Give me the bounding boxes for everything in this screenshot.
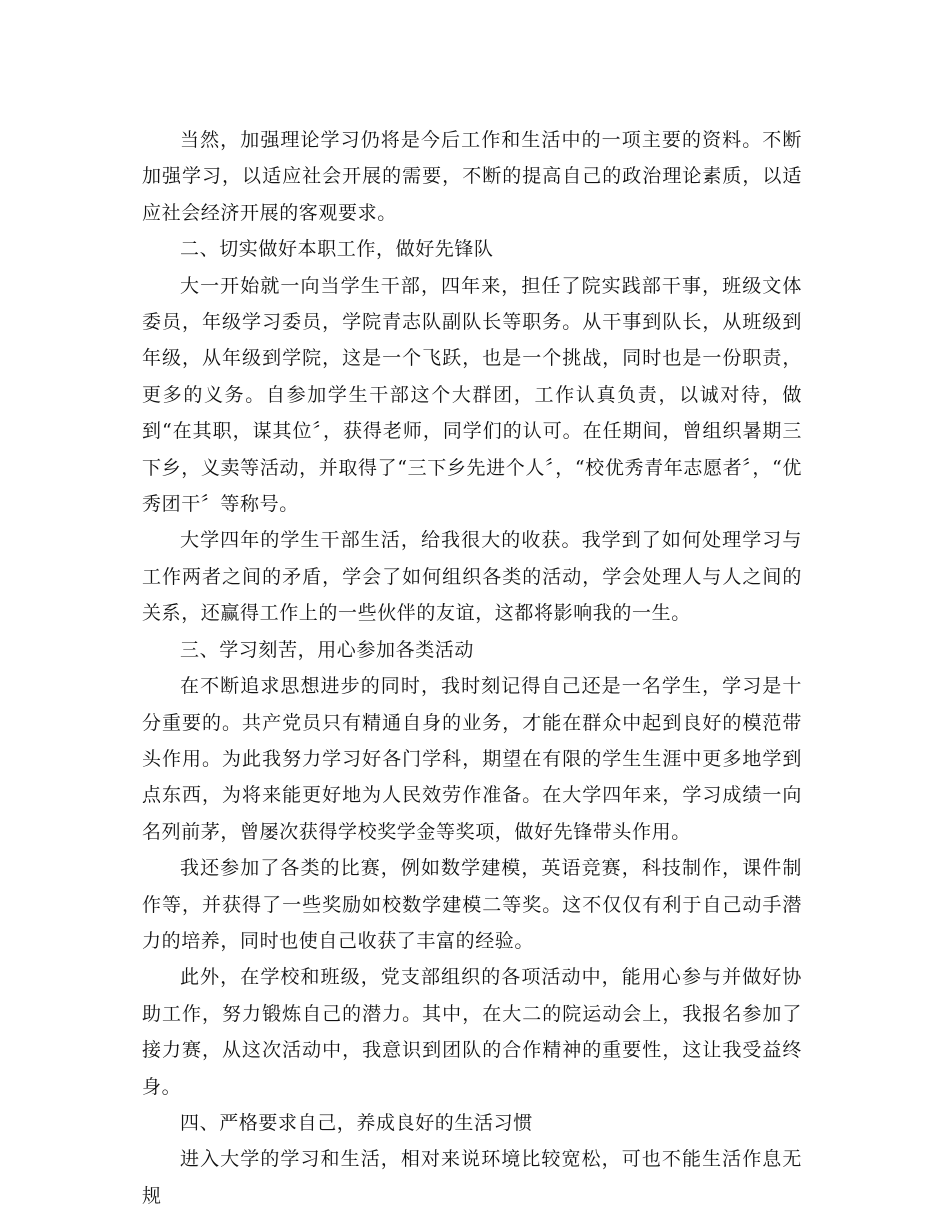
paragraph-student-cadre: 大一开始就一向当学生干部，四年来，担任了院实践部干事，班级文体委员，年级学习委员，学院青志队副队长等职务。从干事到队长，从班级到年级，从年级到学院，这是一个飞跃，也是一个挑战，同时也是一份职责，更多的义务。自参加学生干部这个大群团，工作认真负责，以诚对待，做到“在其职，谋其位〞，获得老师，同学们的认可。在任期间，曾组织暑期三下乡，义卖等活动，并取得了“三下乡先进个人〞，“校优秀青年志愿者〞，“优秀团干〞等称号。 (142, 274, 802, 516)
paragraph-study-hard: 在不断追求思想进步的同时，我时刻记得自己还是一名学生，学习是十分重要的。共产党员只有精通自身的业务，才能在群众中起到良好的模范带头作用。为此我努力学习好各门学科，期望在有限的学生生涯中更多地学到点东西，为将来能更好地为人民效劳作准备。在大学四年来，学习成绩一向名列前茅，曾屡次获得学校奖学金等奖项，做好先锋带头作用。 (142, 675, 802, 843)
paragraph-cadre-harvest: 大学四年的学生干部生活，给我很大的收获。我学到了如何处理学习与工作两者之间的矛盾，学会了如何组织各类的活动，学会处理人与人之间的关系，还赢得工作上的一些伙伴的友谊，这都将影响我的一生。 (142, 529, 802, 625)
paragraph-university-life: 进入大学的学习和生活，相对来说环境比较宽松，可也不能生活作息无规 (142, 1148, 802, 1207)
section-heading-2: 二、切实做好本职工作，做好先锋队 (180, 238, 494, 261)
paragraph-competitions: 我还参加了各类的比赛，例如数学建模，英语竞赛，科技制作，课件制作等，并获得了一些奖励如校数学建模二等奖。这不仅仅有利于自己动手潜力的培养，同时也使自己收获了丰富的经验。 (142, 857, 802, 952)
paragraph-activities: 此外，在学校和班级，党支部组织的各项活动中，能用心参与并做好协助工作，努力锻炼自己的潜力。其中，在大二的院运动会上，我报名参加了接力赛，从这次活动中，我意识到团队的合作精神的重要性，这让我受益终身。 (142, 966, 802, 1098)
document-body (142, 122, 802, 1214)
section-heading-4: 四、严格要求自己，养成良好的生活习惯 (180, 1111, 533, 1134)
paragraph-theory-study: 当然，加强理论学习仍将是今后工作和生活中的一项主要的资料。不断加强学习，以适应社会开展的需要，不断的提高自己的政治理论素质，以适应社会经济开展的客观要求。 (142, 129, 802, 224)
section-heading-3: 三、学习刻苦，用心参加各类活动 (180, 638, 475, 661)
